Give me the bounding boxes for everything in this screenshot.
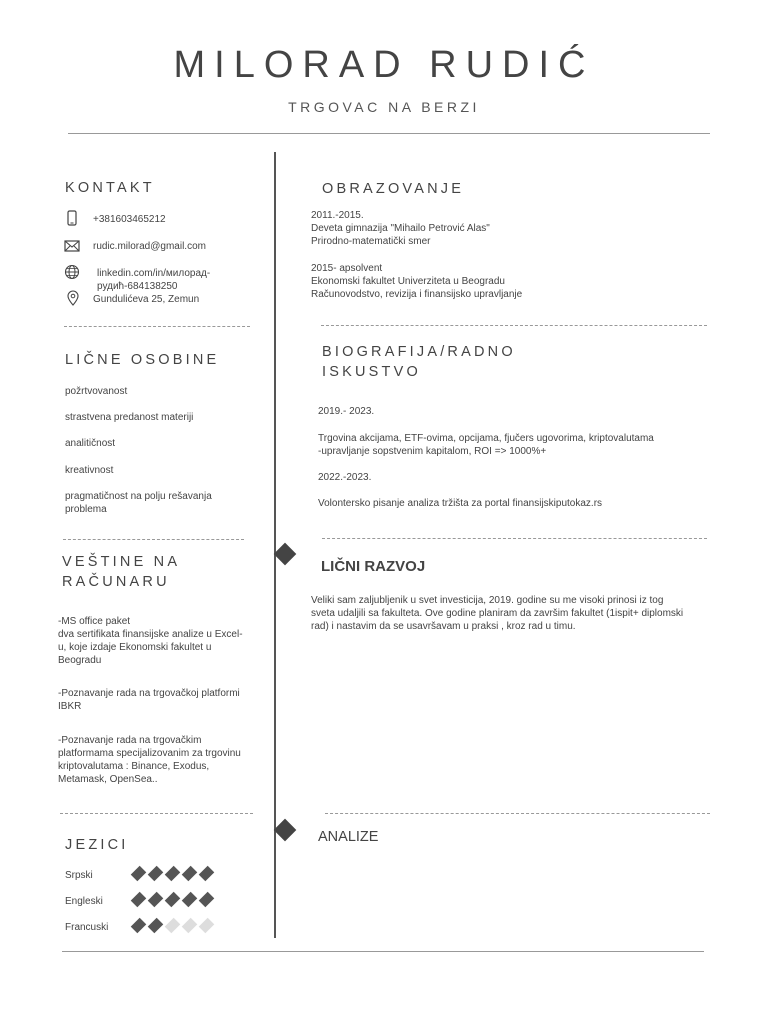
- rating-diamond-filled: [148, 866, 164, 882]
- skill-line: IBKR: [58, 701, 82, 712]
- development-divider: [325, 813, 710, 814]
- phone-icon: [64, 210, 80, 226]
- computer-skills-heading-line1: VEŠTINE NA: [62, 554, 181, 570]
- trait-item: kreativnost: [65, 465, 114, 476]
- language-name: Srpski: [65, 870, 93, 881]
- rating-diamond-empty: [165, 918, 181, 934]
- language-name: Francuski: [65, 922, 109, 933]
- experience-period: 2019.- 2023.: [318, 406, 375, 417]
- language-name: Engleski: [65, 896, 103, 907]
- experience-description: -upravljanje sopstvenim kapitalom, ROI => 1000%+: [318, 446, 547, 457]
- skill-line: Metamask, OpenSea..: [58, 774, 158, 785]
- skill-line: dva sertifikata finansijske analize u Excel-: [58, 629, 243, 640]
- contact-heading: KONTAKT: [65, 180, 155, 196]
- rating-diamond-filled: [131, 866, 147, 882]
- personal-development-heading: LIČNI RAZVOJ: [321, 558, 426, 575]
- experience-description: Trgovina akcijama, ETF-ovima, opcijama, fjučers ugovorima, kriptovalutama: [318, 433, 654, 444]
- skill-line: -MS office paket: [58, 616, 131, 627]
- rating-diamond-filled: [182, 866, 198, 882]
- contact-divider: [64, 326, 250, 327]
- globe-icon: [64, 264, 80, 280]
- contact-linkedin-line1[interactable]: linkedin.com/in/милорад-: [97, 268, 211, 279]
- rating-diamond-filled: [165, 866, 181, 882]
- personal-development-text: Veliki sam zaljubljenik u svet investicija, 2019. godine su me visoki prinosi iz tog: [311, 595, 664, 606]
- trait-item: problema: [65, 504, 107, 515]
- education-period: 2015- apsolvent: [311, 263, 383, 274]
- rating-diamond-empty: [182, 918, 198, 934]
- rating-diamond-empty: [199, 918, 215, 934]
- experience-heading-line1: BIOGRAFIJA/RADNO: [322, 344, 516, 360]
- trait-item: pragmatičnost na polju rešavanja: [65, 491, 212, 502]
- language-rating: [133, 894, 212, 905]
- traits-divider: [63, 539, 244, 540]
- rating-diamond-filled: [148, 892, 164, 908]
- location-pin-icon: [65, 290, 81, 306]
- trait-item: strastvena predanost materiji: [65, 412, 194, 423]
- rating-diamond-filled: [131, 918, 147, 934]
- contact-email[interactable]: rudic.milorad@gmail.com: [93, 241, 206, 252]
- rating-diamond-filled: [131, 892, 147, 908]
- experience-divider: [322, 538, 707, 539]
- section-diamond-marker: [274, 543, 297, 566]
- personal-development-text: rad) i nastavim da se usavršavam u praksi , kroz rad u timu.: [311, 621, 576, 632]
- rating-diamond-filled: [182, 892, 198, 908]
- skill-line: kriptovalutama : Binance, Exodus,: [58, 761, 210, 772]
- contact-phone[interactable]: +381603465212: [93, 214, 166, 225]
- skill-line: -Poznavanje rada na trgovačkoj platformi: [58, 688, 240, 699]
- language-rating: [133, 868, 212, 879]
- rating-diamond-filled: [148, 918, 164, 934]
- contact-linkedin-line2[interactable]: рудић-684138250: [97, 281, 178, 292]
- trait-item: analitičnost: [65, 438, 116, 449]
- language-rating: [133, 920, 212, 931]
- experience-heading-line2: ISKUSTVO: [322, 364, 421, 380]
- analyses-heading: ANALIZE: [318, 829, 379, 845]
- education-period: 2011.-2015.: [311, 210, 364, 221]
- personal-traits-heading: LIČNE OSOBINE: [65, 352, 220, 368]
- education-school: Deveta gimnazija "Mihailo Petrović Alas": [311, 223, 490, 234]
- candidate-name: MILORAD RUDIĆ: [173, 44, 595, 86]
- job-title: TRGOVAC NA BERZI: [288, 99, 480, 115]
- header-divider: [68, 133, 710, 134]
- contact-address: Gundulićeva 25, Zemun: [93, 294, 200, 305]
- education-program: Prirodno-matematički smer: [311, 236, 431, 247]
- languages-heading: JEZICI: [65, 837, 129, 853]
- footer-divider: [62, 951, 704, 952]
- experience-period: 2022.-2023.: [318, 472, 372, 483]
- trait-item: požrtvovanost: [65, 386, 128, 397]
- education-program: Računovodstvo, revizija i finansijsko upravljanje: [311, 289, 523, 300]
- skill-line: u, koje izdaje Ekonomski fakultet u: [58, 642, 212, 653]
- personal-development-text: sveta udaljili sa fakulteta. Ove godine planiram da završim fakultet (1ispit+ diplomski: [311, 608, 684, 619]
- computer-skills-heading-line2: RAČUNARU: [62, 574, 170, 590]
- rating-diamond-filled: [199, 892, 215, 908]
- education-heading: OBRAZOVANJE: [322, 181, 465, 197]
- skills-divider: [60, 813, 253, 814]
- experience-description: Volontersko pisanje analiza tržišta za portal finansijskiputokaz.rs: [318, 498, 603, 509]
- skill-line: Beogradu: [58, 655, 102, 666]
- skill-line: platformama specijalizovanim za trgovinu: [58, 748, 241, 759]
- rating-diamond-filled: [199, 866, 215, 882]
- education-divider: [321, 325, 707, 326]
- envelope-icon: [64, 238, 80, 254]
- skill-line: -Poznavanje rada na trgovačkim: [58, 735, 202, 746]
- rating-diamond-filled: [165, 892, 181, 908]
- education-school: Ekonomski fakultet Univerziteta u Beogradu: [311, 276, 505, 287]
- column-divider: [274, 152, 276, 938]
- section-diamond-marker: [274, 819, 297, 842]
